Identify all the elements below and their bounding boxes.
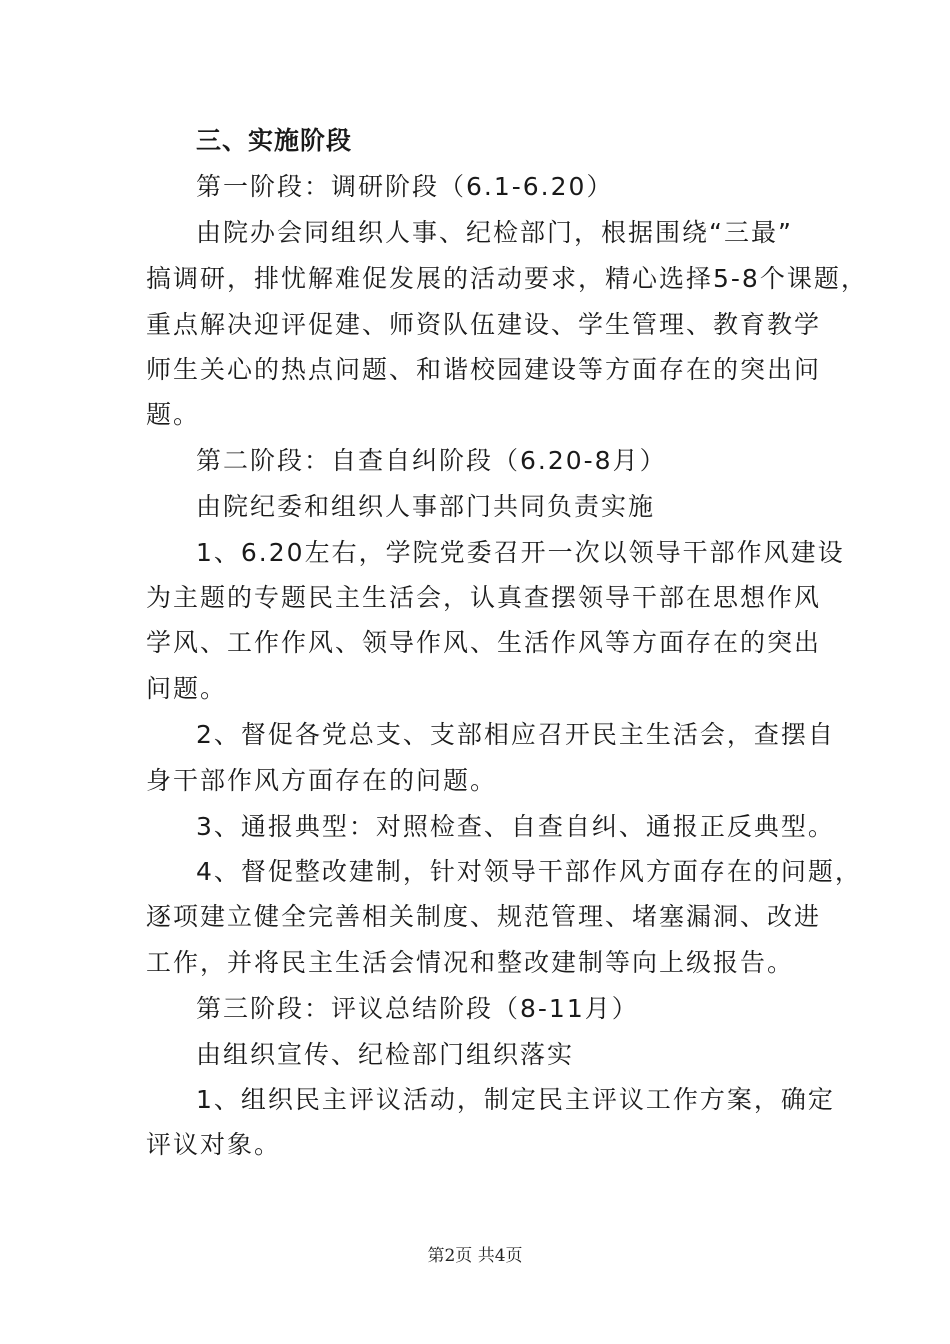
paragraph-line: 身干部作风方面存在的问题。 <box>146 766 498 795</box>
paragraph-line: 问题。 <box>146 674 228 703</box>
paragraph-line: 1、6.20左右，学院党委召开一次以领导干部作风建设 <box>196 538 845 567</box>
paragraph-line: 学风、工作作风、领导作风、生活作风等方面存在的突出 <box>146 628 822 657</box>
paragraph-line: 搞调研，排忧解难促发展的活动要求，精心选择5-8个课题， <box>146 264 868 293</box>
page-footer: 第2页 共4页 <box>427 1246 523 1266</box>
paragraph-line: 由院办会同组织人事、纪检部门，根据围绕“三最” <box>196 218 793 247</box>
paragraph-line: 题。 <box>146 400 201 429</box>
stage-three-title: 第三阶段：评议总结阶段（8-11月） <box>196 994 639 1023</box>
paragraph-line: 工作，并将民主生活会情况和整改建制等向上级报告。 <box>146 948 795 977</box>
section-heading: 三、实施阶段 <box>196 126 353 155</box>
stage-two-title: 第二阶段：自查自纠阶段（6.20-8月） <box>196 446 667 475</box>
paragraph-line: 为主题的专题民主生活会，认真查摆领导干部在思想作风 <box>146 583 822 612</box>
paragraph-line: 4、督促整改建制，针对领导干部作风方面存在的问题， <box>196 857 862 886</box>
paragraph-line: 评议对象。 <box>146 1130 282 1159</box>
stage-one-title: 第一阶段：调研阶段（6.1-6.20） <box>196 172 614 201</box>
paragraph-line: 重点解决迎评促建、师资队伍建设、学生管理、教育教学 <box>146 310 822 339</box>
paragraph-line: 逐项建立健全完善相关制度、规范管理、堵塞漏洞、改进 <box>146 902 822 931</box>
paragraph-line: 师生关心的热点问题、和谐校园建设等方面存在的突出问 <box>146 355 822 384</box>
paragraph-line: 由组织宣传、纪检部门组织落实 <box>196 1040 575 1069</box>
paragraph-line: 3、通报典型：对照检查、自查自纠、通报正反典型。 <box>196 812 835 841</box>
paragraph-line: 由院纪委和组织人事部门共同负责实施 <box>196 492 656 521</box>
paragraph-line: 2、督促各党总支、支部相应召开民主生活会，查摆自 <box>196 720 835 749</box>
paragraph-line: 1、组织民主评议活动，制定民主评议工作方案，确定 <box>196 1085 835 1114</box>
